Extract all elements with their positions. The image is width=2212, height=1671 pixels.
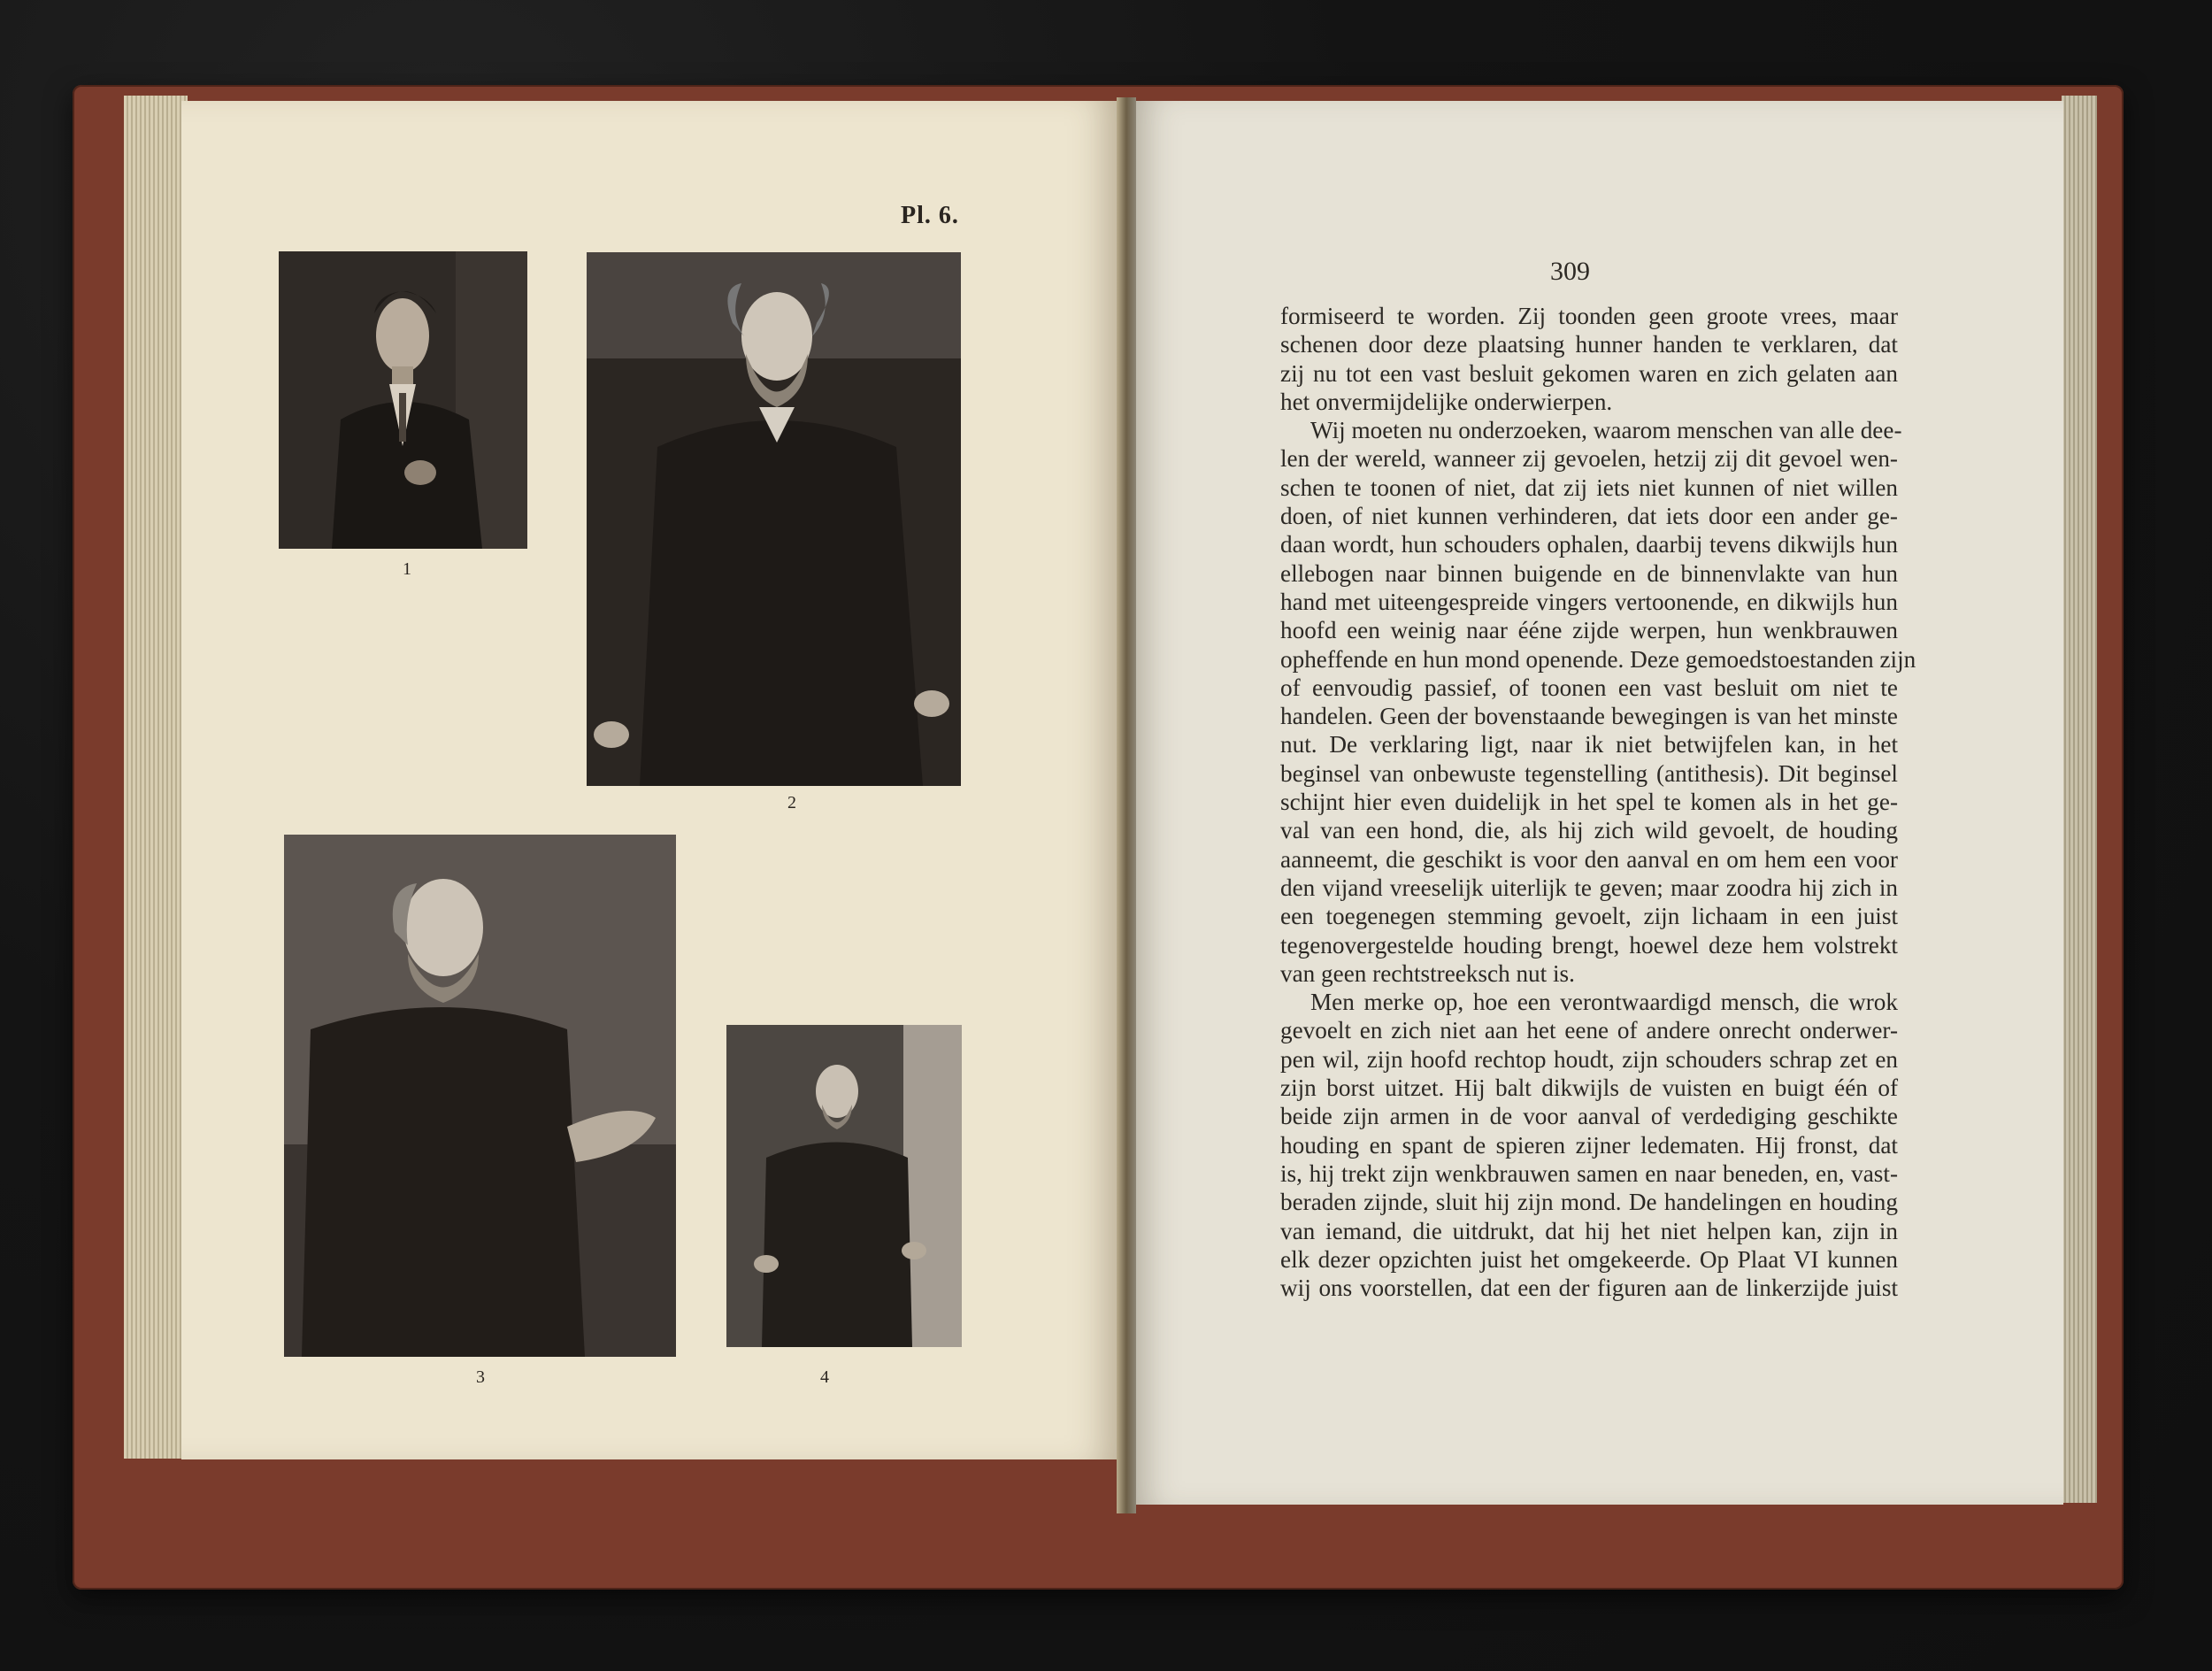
figure-2-photo [587,252,961,786]
figure-1-photo [279,251,527,549]
text-line: aanneemt, die geschikt is voor den aanval en om hem een voor [1280,845,1898,873]
text-line: beide zijn armen in de voor aanval of verdediging geschikte [1280,1103,1898,1130]
body-text [1280,302,1916,1302]
text-line: het onvermijdelijke onderwierpen. [1280,388,1613,415]
book-gutter [1117,97,1136,1513]
text-line: is, hij trekt zijn wenkbrauwen samen en naar beneden, en, vast- [1280,1159,1898,1187]
figure-4-photo [726,1025,962,1347]
figure-2-number: 2 [787,793,796,812]
portrait-photo-icon [279,251,527,549]
text-line: of eenvoudig passief, of toonen een vast besluit om niet te [1280,674,1898,701]
page-edges-right [2062,96,2097,1503]
text-line: schen te toonen of niet, dat zij iets niet kunnen of niet willen [1280,474,1898,501]
text-line: Men merke op, hoe een verontwaardigd mensch, die wrok [1310,989,1898,1016]
portrait-photo-icon [726,1025,962,1347]
page-number: 309 [1550,257,1590,286]
text-line: wij ons voorstellen, dat een der figuren aan de linkerzijde juist [1280,1274,1898,1302]
text-line: beginsel van onbewuste tegenstelling (antithesis). Dit beginsel [1280,759,1898,787]
text-line: hoofd een weinig naar ééne zijde werpen, hun wenkbrauwen [1280,617,1898,644]
text-line: tegenovergestelde houding brengt, hoewel deze hem volstrekt [1280,931,1898,959]
text-line: schijnt hier even duidelijk in het spel te komen als in het ge- [1280,789,1898,816]
text-line: een toegenegen stemming gevoelt, zijn lichaam in een juist [1280,903,1898,930]
text-line: schenen door deze plaatsing hunner handen te verklaren, dat [1280,331,1898,358]
text-line: val van een hond, die, als hij zich wild gevoelt, de houding [1280,817,1898,844]
portrait-photo-icon [587,252,961,786]
text-line: zijn borst uitzet. Hij balt dikwijls de vuisten en buigt één of [1280,1074,1898,1102]
text-line: pen wil, zijn hoofd rechtop houdt, zijn schouders schrap zet en [1280,1045,1898,1073]
figure-4-number: 4 [820,1367,829,1387]
plate-label: Pl. 6. [901,202,959,229]
text-line: formiseerd te worden. Zij toonden geen groote vrees, maar [1280,303,1898,329]
page-edges-left [124,96,188,1459]
text-line: handelen. Geen der bovenstaande bewegingen is van het minste [1280,703,1898,730]
figure-3-number: 3 [476,1367,485,1387]
figure-3-photo [284,835,676,1357]
text-line: elk dezer opzichten juist het omgekeerde. Op Plaat VI kunnen [1280,1245,1898,1273]
portrait-photo-icon [284,835,676,1357]
text-line: Wij moeten nu onderzoeken, waarom menschen van alle dee- [1310,417,1902,444]
text-line: zij nu tot een vast besluit gekomen waren en zich gelaten aan [1280,359,1898,387]
text-line: houding en spant de spieren zijner ledematen. Hij fronst, dat [1280,1131,1898,1159]
text-line: beraden zijnde, sluit hij zijn mond. De handelingen en houding [1280,1189,1898,1216]
text-line: van iemand, die uitdrukt, dat hij het niet helpen kan, zijn in [1280,1217,1898,1244]
text-line: len der wereld, wanneer zij gevoelen, hetzij zij dit gevoel wen- [1280,445,1898,473]
text-line: doen, of niet kunnen verhinderen, dat iets door een ander ge- [1280,503,1898,530]
figure-1-number: 1 [403,559,411,579]
text-line: ellebogen naar binnen buigende en de binnenvlakte van hun [1280,559,1898,587]
text-line: hand met uiteengespreide vingers vertoonende, en dikwijls hun [1280,588,1898,615]
text-line: gevoelt en zich niet aan het eene of andere onrecht onderwer- [1280,1017,1898,1044]
text-line: daan wordt, hun schouders ophalen, daarbij tevens dikwijls hun [1280,531,1898,558]
text-line: van geen rechtstreeksch nut is. [1280,959,1575,987]
text-line: den vijand vreeselijk uiterlijk te geven; maar zoodra hij zich in [1280,874,1898,901]
text-line: nut. De verklaring ligt, naar ik niet betwijfelen kan, in het [1280,731,1898,758]
text-line: opheffende en hun mond openende. Deze gemoedstoestanden zijn [1280,645,1916,673]
